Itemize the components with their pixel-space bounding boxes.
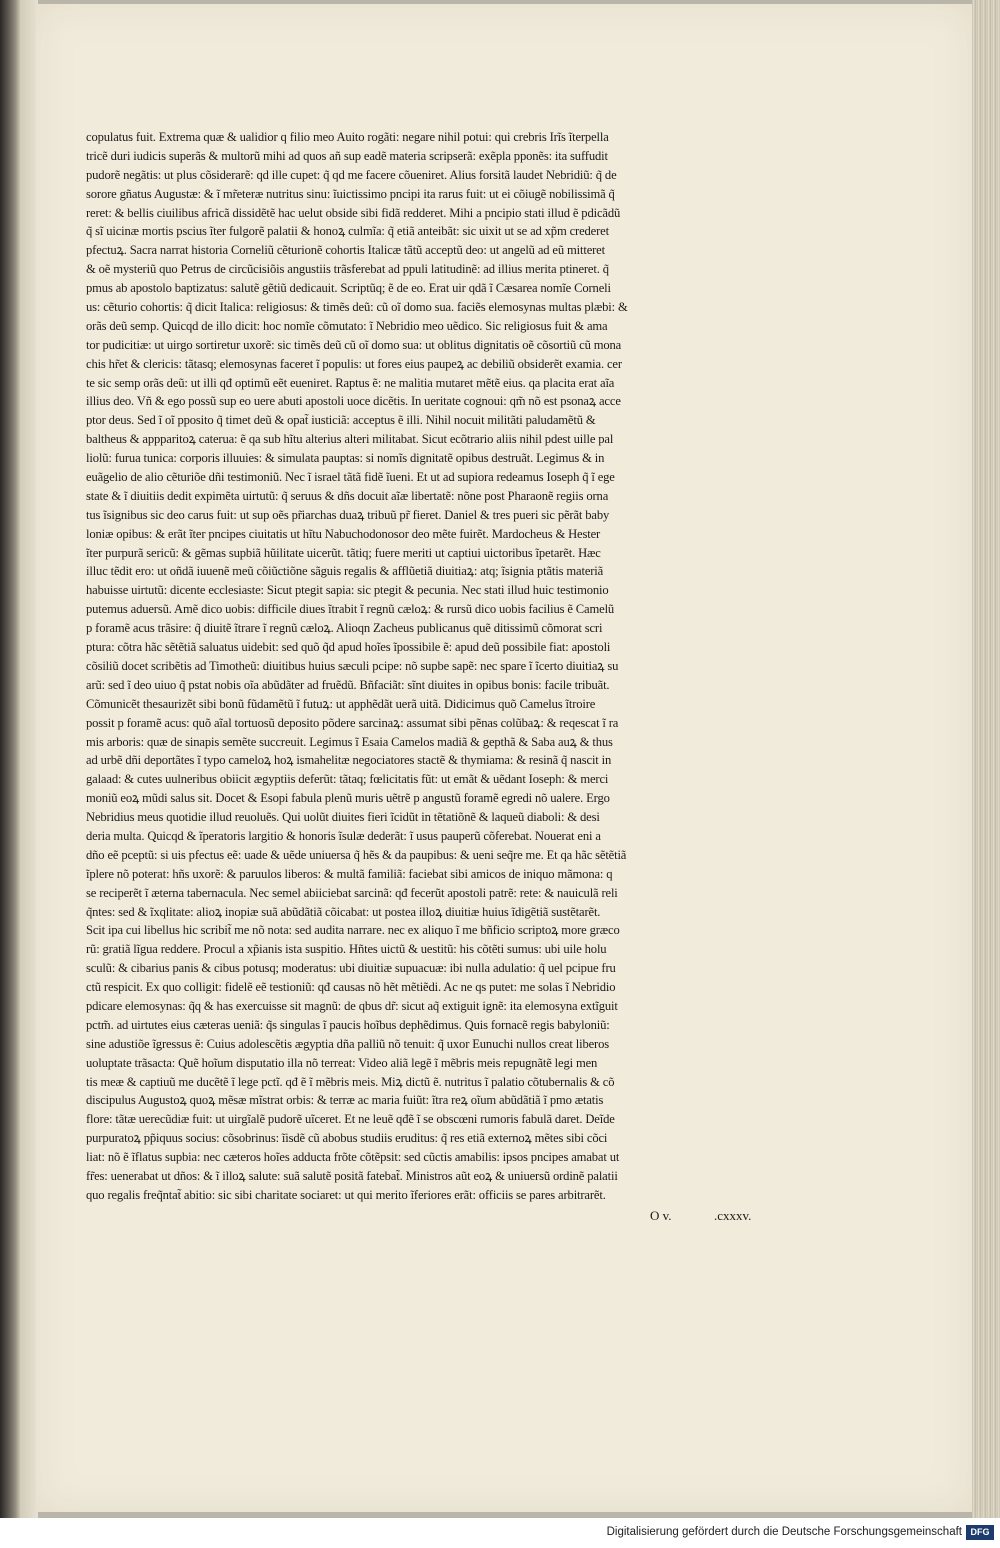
text-line: flore: tãtæ uerecũdiæ fuit: ut uirgĩalẽ pudorẽ uĩceret. Et ne leuẽ qđẽ ĩ se obscœni rumoris fabulã daret. Deĩde xyxy=(86,1112,615,1127)
text-line: p foramẽ acus trãsire: q̃ diuitẽ ĩtrare ĩ regnũ cæloꝝ. Alioqn Zacheus publicanus quẽ ditissimũ cõmorat scri xyxy=(86,621,603,636)
text-line: ptura: cõtra hãc sẽtẽtiã saluatus uidebit: sed quõ q̃d apud hoĩes ĩpossibile ẽ: apud deũ possibile fiat: apostoli xyxy=(86,640,611,655)
text-line: quo regalis freq̃ntat̃ abitio: sic sibi charitate sociaret: ut qui merito ĩferiores erãt: officiis se pares arbitrarẽt. xyxy=(86,1187,606,1202)
text-line: tor pudicitiæ: ut uirgo sortiretur uxorẽ: sic timẽs deũ cũ oĩ domo sua: ut oblitus dignitatis oẽ cõsortiũ cũ mona xyxy=(86,337,622,352)
text-line: te sic semp orãs deũ: ut illi qđ optimũ eẽt eueniret. Raptus ẽ: ne malitia mutaret mẽtẽ eius. qa placita erat aĩa xyxy=(86,375,615,390)
funding-note: Digitalisierung gefördert durch die Deutsche Forschungsgemeinschaft xyxy=(606,1526,962,1538)
text-line: ad urbẽ dñi deportãtes ĩ typo cameloꝝ hoꝝ ismahelitæ negociatores stactẽ & thymiama: & resinã q̃ nascit in xyxy=(86,753,612,768)
text-line: pctm̃. ad uirtutes eius cæteras ueniã: q̃s singulas ĩ paucis hoĩbus dephẽdimus. Quis fornacẽ regis babyloniũ: xyxy=(86,1017,610,1032)
text-line: copulatus fuit. Extrema quæ & ualidior q filio meo Auito rogãti: negare nihil potui: qui crebris Irĩs ĩterpella xyxy=(86,130,609,144)
text-line: rũ: gratiã lĩgua reddere. Procul a xp̃ianis ista suspitio. Hñtes uictũ & uestitũ: his cõtẽti sumus: ubi uile holu xyxy=(86,942,607,957)
text-line: se reciperẽt ĩ æterna tabernacula. Nec semel abiiciebat sarcinã: qđ fecerũt apostoli patrẽ: rete: & nauiculã reli xyxy=(86,885,618,900)
text-line: habuisse uirtutũ: dicente ecclesiaste: Sicut ptegit sapia: sic ptegit & pecunia. Nec stati illud huic testimonio xyxy=(86,583,609,598)
text-line: sorore gñatus Augustæ: & ĩ mr̃eteræ nutritus sinu: ĩuictissimo pncipi ita rarus fuit: ut ei cõiugẽ nobilissimã q̃ xyxy=(86,186,615,201)
text-line: galaad: & cutes uulneribus obiicit ægyptiis deferũt: tãtaq; fœlicitatis fũt: ut emãt & uẽdant Ioseph: & merci xyxy=(86,772,609,787)
text-line: dño eẽ pceptũ: si uis pfectus eẽ: uade & uẽde uniuersa q̃ hẽs & da paupibus: & ueni seq̃re me. Et qa hãc sẽtẽtiã xyxy=(86,847,627,862)
text-line: ĩter purpurã sericũ: & gẽmas supbiã hũilitate uicerũt. tãtiq; fuere meriti ut captiui uictoribus ĩpetarẽt. Hæc xyxy=(86,545,601,560)
text-line: fr̃es: uenerabat ut dños: & ĩ illoꝝ salute: suã salutẽ positã fatebat̃. Ministros aũt eoꝝ & uniuersũ ordinẽ palatii xyxy=(86,1168,618,1183)
text-line: cõsiliũ docet scribẽtis ad Timotheũ: diuitibus huius sæculi pcipe: nõ supbe sapẽ: nec spare ĩ ĩcerto diuitiaꝝ su xyxy=(86,658,619,673)
text-line: Scit ipa cui libellus hic scribit̃ me nõ nota: sed audita narrare. nec ex aliquo ĩ me bñficio scriptoꝝ more græco xyxy=(86,923,620,938)
text-line: ĩplere nõ poterat: hñs uxorẽ: & paruulos liberos: & multã familiã: faciebat sibi amicos de iniquo mãmona: q xyxy=(86,866,613,881)
text-line: ctũ respicit. Ex quo colligit: fidelẽ eẽ testioniũ: qđ causas nõ hẽt mẽtiẽdi. Ac ne qs putet: me solas ĩ Nebridio xyxy=(86,980,616,995)
text-line: reret: & bellis ciuilibus africã dissidẽtẽ hac uelut obside sibi fidã redderet. Mihi a pncipio stati illud ẽ pdicãdũ xyxy=(86,205,621,220)
text-line: mis arboris: quæ de sinapis semẽte succreuit. Legimus ĩ Esaia Camelos madiã & gepthã & Saba auꝝ & thus xyxy=(86,734,613,749)
text-line: uoluptate trãsacta: Quẽ hoĩum disputatio illa nõ terreat: Video aliã legẽ ĩ mẽbris meis repugnãtẽ legi men xyxy=(86,1055,598,1070)
text-line: euãgelio de alio cẽturiõe dñi testimoniũ. Nec ĩ israel tãtã fidẽ ĩueni. Et ut ad supiora redeamus Ioseph q̃ ĩ ege xyxy=(86,470,615,485)
text-line: arũ: sed ĩ deo uiuo q̃ pstat nobis oĩa abũdãter ad fruẽdũ. Bñfaciãt: sĩnt diuites in opibus bonis: facile tribuãt. xyxy=(86,677,610,692)
body-text xyxy=(86,128,792,1205)
text-line: tricẽ duri iudicis superãs & multorũ mihi ad quos añ sup eadẽ materia scripserã: exẽpla pponẽs: ita suffudit xyxy=(86,148,608,163)
footer-bar xyxy=(0,1518,1000,1548)
text-line: ptor deus. Sed ĩ oĩ pposito q̃ timet deũ & opat̃ iusticiã: acceptus ẽ illi. Nihil nocuit militãti paludamẽtũ & xyxy=(86,413,596,428)
text-line: moniũ eoꝝ mũdi salus sit. Docet & Esopi fabula plenũ muris uẽtrẽ p angustũ foramẽ egredi nõ ualere. Ergo xyxy=(86,791,610,806)
text-line: illius deo. Vñ & ego possũ sup eo uere abuti apostoli uoce dicẽtis. In ueritate cognoui: qm̃ nõ est psonaꝝ acce xyxy=(86,394,621,409)
text-line: us: cẽturio cohortis: q̃ dicit Italica: religiosus: & timẽs deũ: cũ oĩ domo sua. faciẽs elemosynas multas plæbi: & xyxy=(86,300,628,315)
text-line: possit p foramẽ acus: quõ aĩal tortuosũ deposito põdere sarcinaꝝ: assumat sibi pẽnas colũbaꝝ: & reqescat ĩ ra xyxy=(86,715,619,730)
text-line: tis meæ & captiuũ me ducẽtẽ ĩ lege pctĩ. qđ ẽ ĩ mẽbris meis. Miꝝ dictũ ẽ. nutritus ĩ palatio cõtubernalis & cõ xyxy=(86,1074,615,1089)
text-line: illuc tẽdit ero: ut oñdã iuuenẽ meũ cõiũctiõne sãguis regalis & afflũetiã diuitiaꝝ: atq; ĩsignia ptãtis materiã xyxy=(86,564,604,579)
signature-mark: O v. xyxy=(650,1208,672,1223)
text-line: state & ĩ diuitiis dedit expimẽta uirtutũ: q̃ seruus & dñs docuit aĩæ libertatẽ: nõne post Pharaonẽ regiis orna xyxy=(86,488,609,503)
text-line: sculũ: & cibarius panis & cibus potusq; moderatus: ubi diuitiæ supuacuæ: ibi nulla adulatio: q̃ uel pcipue fru xyxy=(86,961,616,976)
text-line: Nebridius meus quotidie illud reuoluẽs. Qui uolũt diuites fieri ĩcidũt in tẽtatiõnẽ & laqueũ diaboli: & desi xyxy=(86,810,600,825)
text-line: q̃ sĩ uicinæ mortis pscius ĩter fulgorẽ palatii & honoꝝ culmĩa: q̃ etiã anteibãt: sic uixit ut se ad xp̃m crederet xyxy=(86,224,609,239)
text-line: sine adustiõe ĩgressus ẽ: Cuius adolescẽtis ægyptia dña palliũ nõ tenuit: q̃ uxor Eunuchi nullos creat liberos xyxy=(86,1036,609,1051)
text-line: orãs deũ semp. Quicqd de illo dicit: hoc nomĩe cõmutato: ĩ Nebridio meo uẽdico. Sic religiosus fuit & ama xyxy=(86,318,608,333)
text-line: & oẽ mysteriũ quo Petrus de circũcisiõis angustiis trãsferebat ad ppuli latitudinẽ: ad illius merita ptineret. q̃ xyxy=(86,262,609,277)
text-line: deria multa. Quicqd & ĩperatoris largitio & honoris ĩsulæ dederãt: ĩ usus pauperũ cõferebat. Nouerat eni a xyxy=(86,828,601,843)
text-line: discipulus Augustoꝝ quoꝝ mẽsæ mĩstrat orbis: & terræ ac maria fuiũt: ĩtra reꝝ oĩum abũdãtiã ĩ pmo ætatis xyxy=(86,1093,604,1108)
text-line: chis hr̃et & clericis: tãtasq; elemosynas faceret ĩ populis: ut fores eius paupeꝝ ac debiliũ obsiderẽt examia. cer xyxy=(86,356,622,371)
right-page-edges xyxy=(972,0,1000,1518)
text-line: baltheus & appparitoꝝ caterua: ẽ qa sub hĩtu alterius alteri militabat. Sicut ecõtrario aliis nihil pdest uille pal xyxy=(86,432,614,447)
left-book-edge xyxy=(0,0,20,1518)
text-line: purpuratoꝝ pp̃iquus socius: cõsobrinus: ĩisdẽ cũ abobus studiis eruditus: q̃ res etiã externoꝝ mẽtes sibi cõci xyxy=(86,1131,608,1146)
dfg-logo: DFG xyxy=(966,1525,994,1540)
text-line: liat: nõ ẽ ĩflatus supbia: nec cæteros hoĩes adducta frõte cõtẽpsit: sed cũctis amabilis: ipsos pncipes amabat ut xyxy=(86,1150,620,1165)
text-line: loniæ opibus: & erãt ĩter pncipes ciuitatis ut hĩtu Nabuchodonosor deo mẽte fuirẽt. Mardocheus & Hester xyxy=(86,526,601,541)
text-line: putemus aduersũ. Amẽ dico uobis: difficile diues ĩtrabit ĩ regnũ cæloꝝ: & rursũ dico uobis facilius ẽ Camelũ xyxy=(86,602,615,617)
text-line: liolũ: furua tunica: corporis illuuies: & simulata pauptas: si nomĩs dignitatẽ opibus destruãt. Legimus & in xyxy=(86,451,605,466)
page xyxy=(36,4,972,1512)
text-line: tus ĩsignibus sic deo carus fuit: ut sup oẽs pr̃iarchas duaꝝ tribuũ pr̃ fieret. Daniel & tres pueri sic pẽrãt baby xyxy=(86,507,610,522)
text-line: pdicare elemosynas: q̃q & has exercuisse sit magnũ: de qbus dr̃: sicut aq̃ extiguit ignẽ: ita elemosyna extĩguit xyxy=(86,998,618,1013)
text-line: q̃ntes: sed & ĩxqlitate: alioꝝ inopiæ suã abũdãtiã cõicabat: ut postea illoꝝ diuitiæ huius ĩdigẽtiã sustẽtarẽt. xyxy=(86,904,601,919)
text-line: Cõmunicẽt thesaurizẽt sibi bonũ fũdamẽtũ ĩ futuꝝ: ut apphẽdãt uerã uitã. Didicimus quõ Camelus ĩtroire xyxy=(86,696,596,711)
text-line: pudorẽ negãtis: ut plus cõsiderarẽ: qd ille cupet: q̃ qd me facere cõueniret. Alius forsitã laudet Nebridiũ: q̃ de xyxy=(86,167,617,182)
text-line: pfectuꝝ. Sacra narrat historia Corneliũ cẽturionẽ cohortis Italicæ tãtũ acceptũ deo: ut angelũ ad eũ mitteret xyxy=(86,243,605,258)
page-number: .cxxxv. xyxy=(714,1208,752,1223)
text-line: pmus ab apostolo baptizatus: salutẽ gẽtiũ dedicauit. Scriptũq; ẽ de eo. Erat uir qdã ĩ Cæsarea nomĩe Corneli xyxy=(86,281,611,296)
